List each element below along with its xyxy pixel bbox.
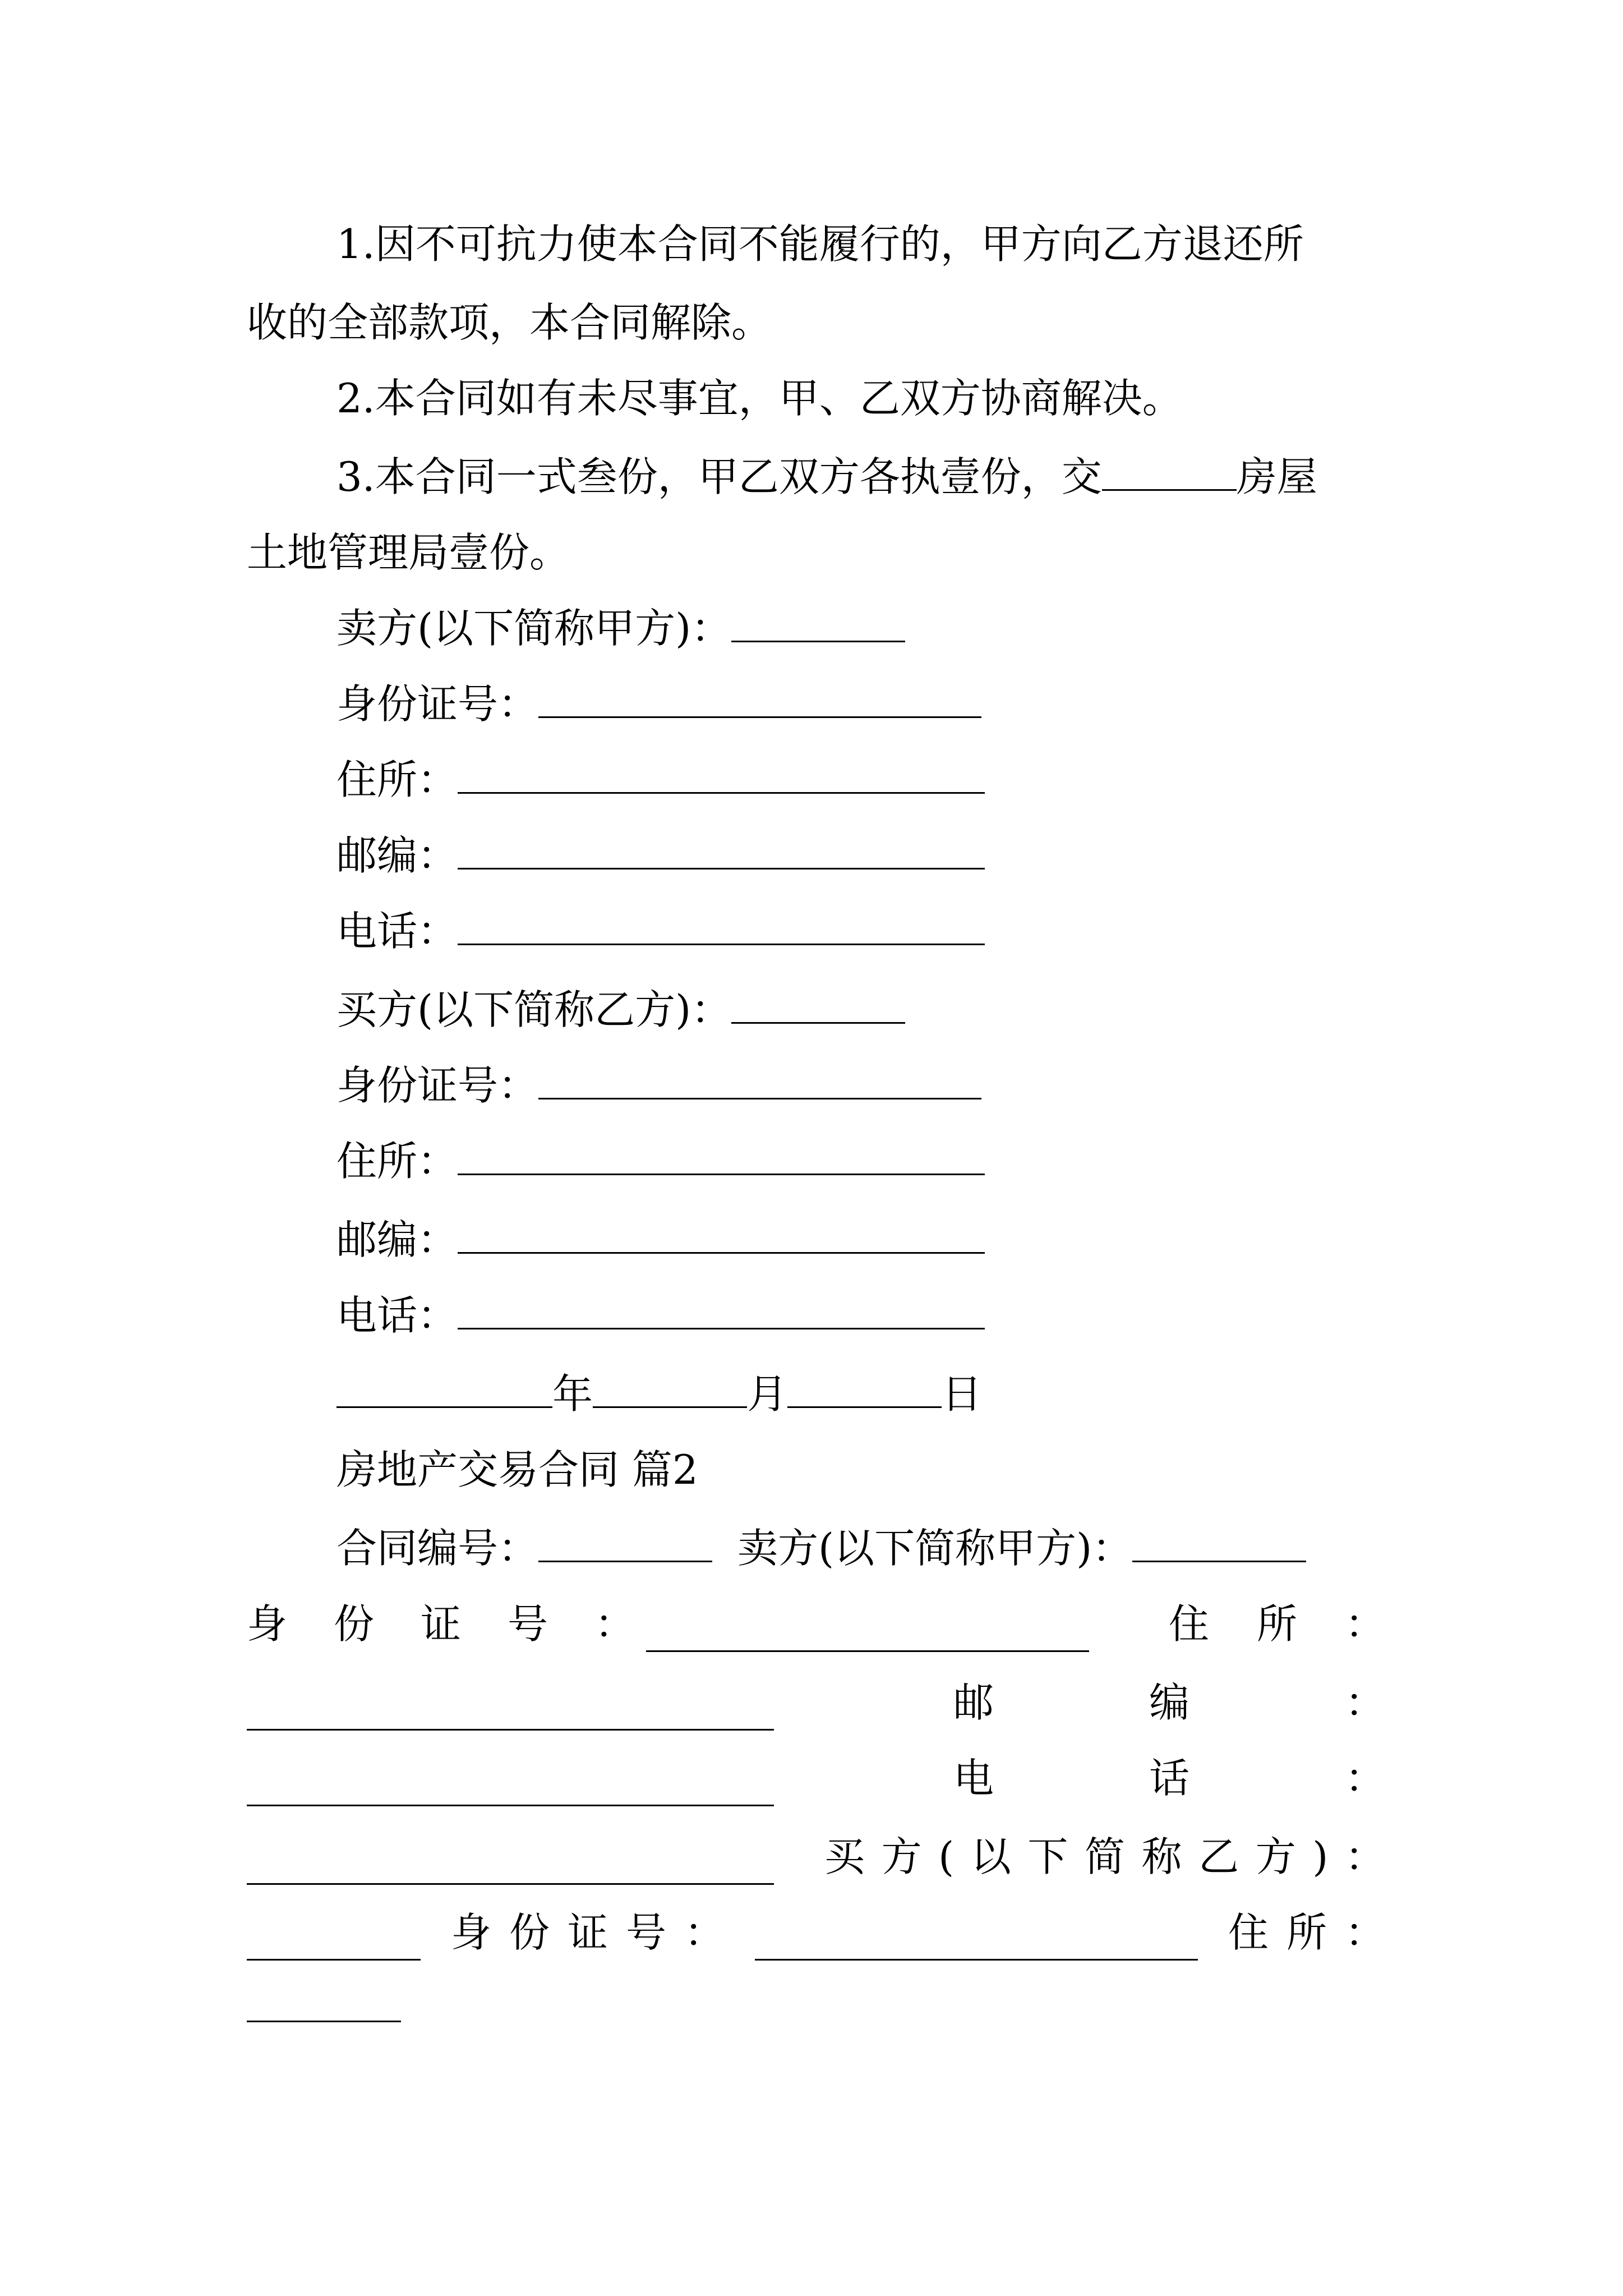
s2-seller-name-blank[interactable] xyxy=(1132,1520,1306,1562)
buyer-postcode-blank[interactable] xyxy=(458,1212,985,1254)
month-blank[interactable] xyxy=(593,1366,747,1408)
s2-seller-id-blank[interactable] xyxy=(646,1610,1089,1652)
s2-buyer-row xyxy=(247,1829,1385,1885)
clause-1-line-2: 收的全部款项，本合同解除。 xyxy=(247,299,772,346)
seller-address-row: 住所： xyxy=(336,752,985,808)
s2-id-label: 身 份 证 号 ： xyxy=(247,1600,635,1648)
seller-postcode-blank[interactable] xyxy=(458,827,985,869)
s2-buyer-name-blank[interactable] xyxy=(247,1918,421,1961)
buyer-address-blank[interactable] xyxy=(458,1133,985,1175)
s2-buyer-address-label: 住 所 ： xyxy=(1228,1909,1385,1956)
buyer-phone-row: 电话： xyxy=(336,1287,985,1343)
s2-buyer-address-row xyxy=(247,1980,401,2036)
s2-buyer-id-label: 身 份 证 号 ： xyxy=(450,1909,725,1956)
buyer-id-blank[interactable] xyxy=(538,1057,981,1099)
s2-postcode-row xyxy=(247,1674,1385,1731)
s2-address-label: 住 所 ： xyxy=(1168,1600,1385,1648)
seller-label-row: 卖方(以下简称甲方)： xyxy=(336,600,905,656)
buyer-label-row: 买方(以下简称乙方)： xyxy=(336,982,905,1038)
s2-buyer-id-blank[interactable] xyxy=(755,1918,1198,1961)
seller-name-blank[interactable] xyxy=(731,600,905,642)
section-2-title: 房地产交易合同 篇2 xyxy=(336,1446,698,1493)
seller-address-blank[interactable] xyxy=(458,752,985,794)
s2-phone-row xyxy=(247,1750,1385,1806)
seller-id-blank[interactable] xyxy=(538,676,981,718)
clause-3-line-1: 3.本合同一式叁份，甲乙双方各执壹份，交 房屋 xyxy=(336,449,1317,505)
day-blank[interactable] xyxy=(787,1366,942,1408)
seller-id-row: 身份证号： xyxy=(336,676,981,732)
seller-phone-blank[interactable] xyxy=(458,903,985,945)
s2-buyer-label: 买 方 ( 以 下 简 称 乙 方 ) ： xyxy=(824,1833,1385,1880)
s2-phone-label: 电 话 ： xyxy=(953,1755,1385,1802)
buyer-name-blank[interactable] xyxy=(731,982,905,1024)
contract-no-blank[interactable] xyxy=(538,1520,712,1562)
clause-3-line-2: 土地管理局壹份。 xyxy=(247,529,570,576)
s2-buyer-id-row xyxy=(247,1904,1385,1961)
s2-seller-phone-blank[interactable] xyxy=(247,1843,774,1885)
buyer-postcode-row: 邮编： xyxy=(336,1212,985,1268)
clause-1-line-1: 1.因不可抗力使本合同不能履行的，甲方向乙方退还所 xyxy=(336,220,1304,268)
seller-postcode-row: 邮编： xyxy=(336,827,985,884)
year-blank[interactable] xyxy=(336,1366,552,1408)
clause-2: 2.本合同如有未尽事宜，甲、乙双方协商解决。 xyxy=(336,375,1183,422)
s2-postcode-label: 邮 编 ： xyxy=(953,1679,1385,1726)
buyer-phone-blank[interactable] xyxy=(458,1287,985,1329)
seller-phone-row: 电话： xyxy=(336,903,985,959)
contract-no-row: 合同编号： 卖方(以下简称甲方)： xyxy=(336,1520,1306,1576)
buyer-address-row: 住所： xyxy=(336,1133,985,1189)
date-row: 年 月 日 xyxy=(336,1366,982,1422)
s2-buyer-address-blank[interactable] xyxy=(247,1980,401,2022)
s2-seller-address-blank[interactable] xyxy=(247,1688,774,1731)
buyer-id-row: 身份证号： xyxy=(336,1057,981,1114)
s2-seller-postcode-blank[interactable] xyxy=(247,1764,774,1806)
land-bureau-blank[interactable] xyxy=(1102,449,1237,491)
s2-id-address-row xyxy=(247,1596,1385,1652)
